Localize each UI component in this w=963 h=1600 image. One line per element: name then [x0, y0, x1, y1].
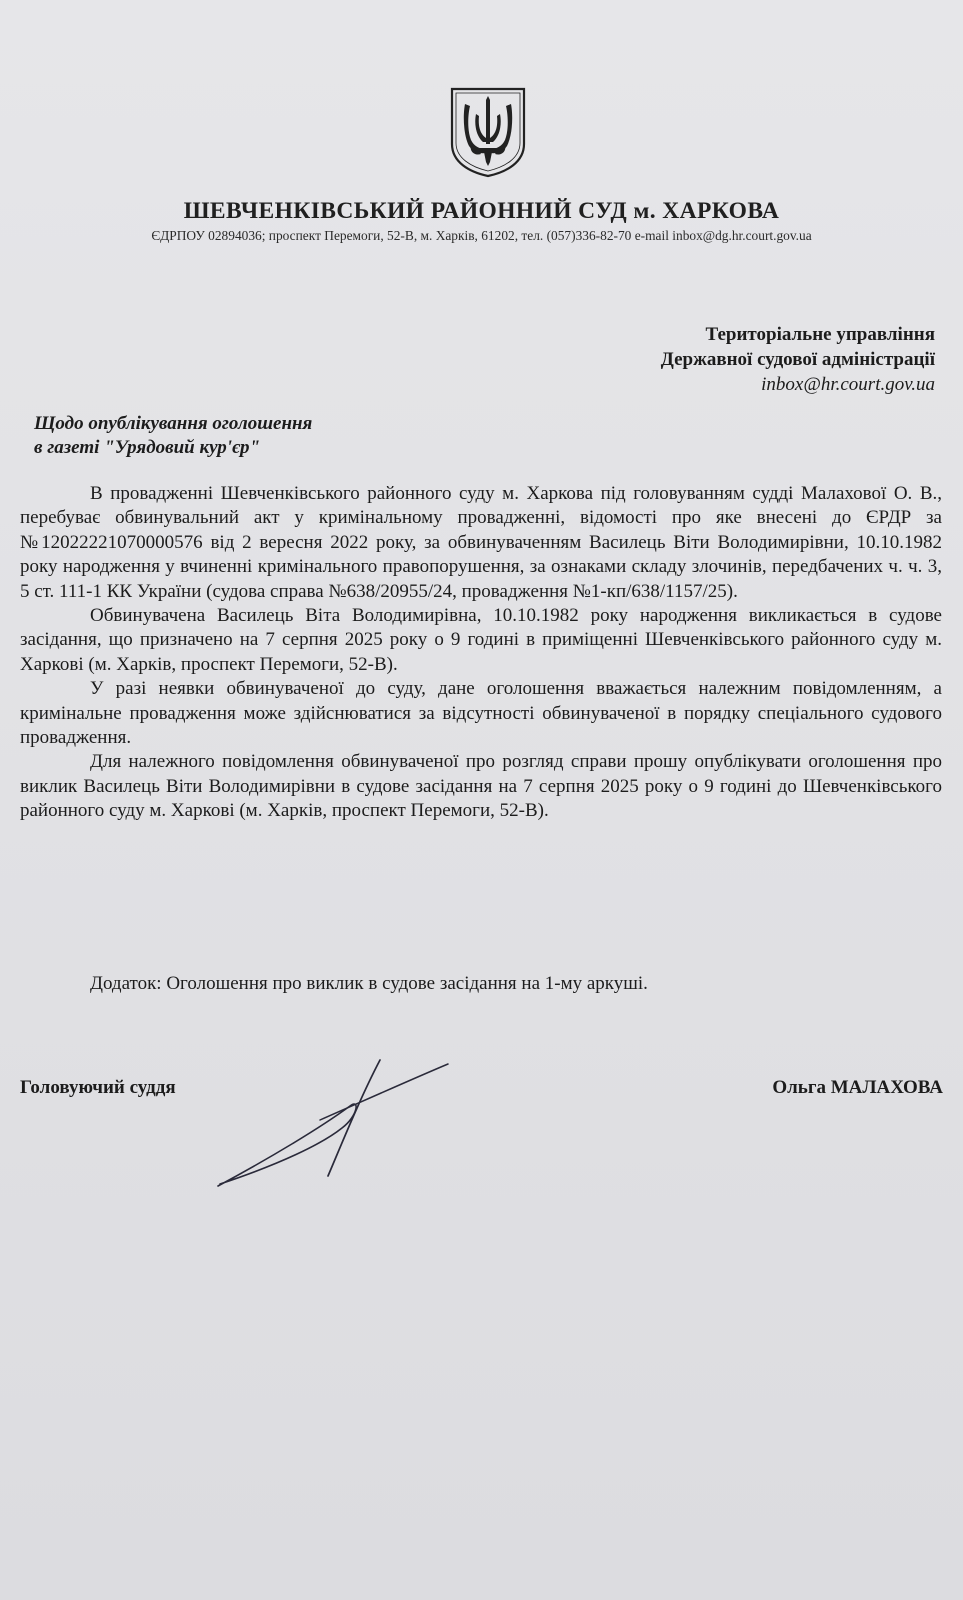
- paragraph-proceedings: В провадженні Шевченківського районного суду м. Харкова під головуванням судді Малахової О. В., перебуває обвинувальний акт у кримінальному провадженні, відомості про яке внесені до ЄРДР за №12022221070000576 від 2 вересня 2022 року, за обвинуваченням Василець Віти Володимирівни, 10.10.1982 року народження у вчиненні кримінального правопорушення, за ознаками складу злочинів, передбачених ч. ч. 3, 5 ст. 111-1 КК України (судова справа №638/20955/24, провадження №1-кп/638/1157/25).: [20, 483, 942, 602]
- subject-line-2: в газеті "Урядовий кур'єр": [34, 437, 261, 458]
- recipient-line-1: Територіальне управління: [705, 324, 935, 345]
- paragraph-nonappearance: У разі неявки обвинуваченої до суду, дане оголошення вважається належним повідомленням, а кримінальне провадження може здійснюватися за відсутності обвинуваченої в порядку спеціального судового провадження.: [20, 678, 942, 749]
- coat-of-arms-icon: [449, 86, 527, 178]
- letter-body: [20, 482, 942, 824]
- signatory-name: Ольга МАЛАХОВА: [772, 1077, 943, 1098]
- subject-block: [34, 412, 312, 460]
- recipient-block: [661, 322, 935, 397]
- attachment-note: Додаток: Оголошення про виклик в судове засідання на 1-му аркуші.: [90, 973, 648, 994]
- handwritten-signature: [210, 1058, 470, 1190]
- signatory-title: Головуючий суддя: [20, 1077, 176, 1098]
- paragraph-publication-request: Для належного повідомлення обвинуваченої про розгляд справи прошу опублікувати оголошення про виклик Василець Віти Володимирівни в судове засідання на 7 серпня 2025 року о 9 годині до Шевченківського районного суду м. Харкові (м. Харків, проспект Перемоги, 52-В).: [20, 751, 942, 822]
- court-name: ШЕВЧЕНКІВСЬКИЙ РАЙОННИЙ СУД м. ХАРКОВА: [183, 198, 780, 224]
- paragraph-summons: Обвинувачена Василець Віта Володимирівна, 10.10.1982 року народження викликається в судове засідання, що призначено на 7 серпня 2025 року о 9 годині в приміщенні Шевченківського районного суду м. Харкові (м. Харків, проспект Перемоги, 52-В).: [20, 605, 942, 675]
- subject-line-1: Щодо опублікування оголошення: [34, 413, 313, 434]
- recipient-line-2: Державної судової адміністрації: [660, 349, 935, 370]
- recipient-email: inbox@hr.court.gov.ua: [761, 374, 935, 395]
- court-contact-details: ЄДРПОУ 02894036; проспект Перемоги, 52-В, м. Харків, 61202, тел. (057)336-82-70 e-mail inbox@dg.hr.court.gov.ua: [151, 228, 812, 243]
